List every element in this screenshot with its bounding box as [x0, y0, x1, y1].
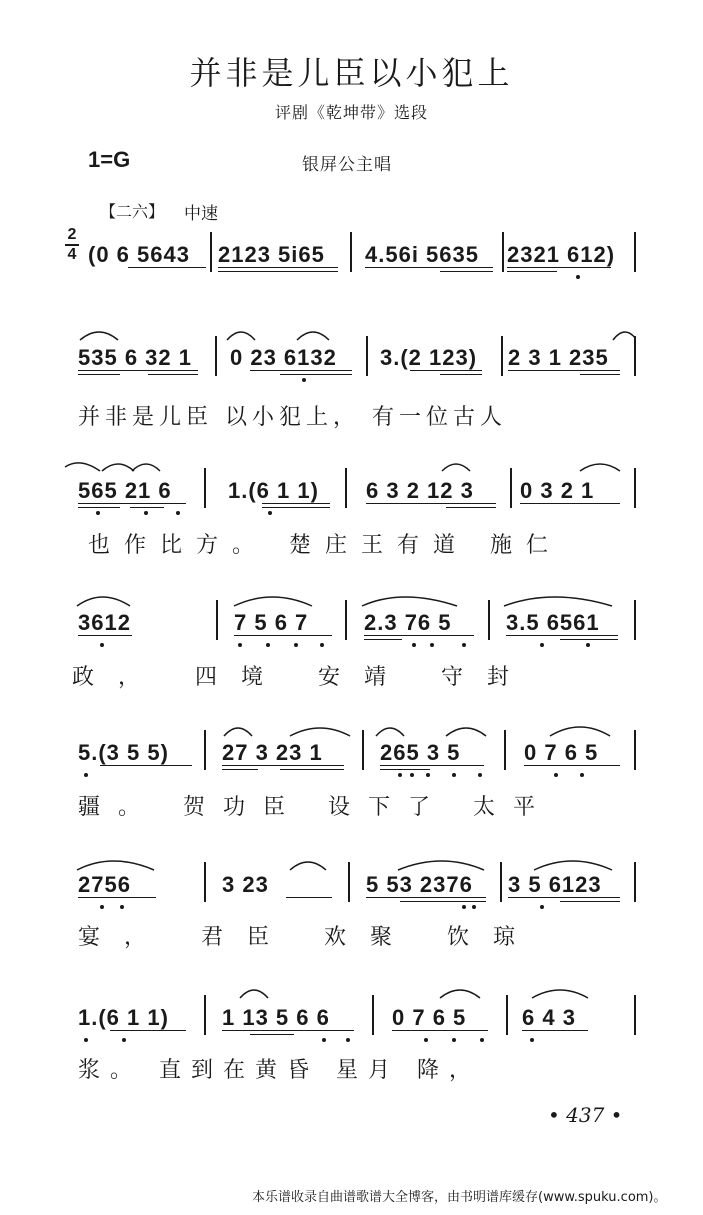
row-4-measure-4: 3.5 6561: [506, 610, 600, 635]
underline: [507, 267, 611, 268]
barline: [634, 336, 636, 376]
time-signature: [64, 226, 80, 264]
tempo-mark: 【二六】: [100, 202, 165, 221]
song-subtitle: 评剧《乾坤带》选段: [274, 103, 428, 122]
row-5-lyrics: 疆。 贺功臣 设下了 太平: [78, 795, 553, 820]
row-1-measure-4: 2321 612): [507, 242, 616, 267]
row-6-measure-3: 5 53 2376: [366, 872, 473, 897]
octave-dot: [302, 378, 306, 382]
underline: [78, 374, 120, 375]
octave-dot: [322, 1038, 326, 1042]
barline: [488, 600, 490, 640]
slur-marks: [60, 455, 640, 477]
underline: [508, 897, 620, 898]
row-5-measure-4: 0 7 6 5: [524, 740, 599, 765]
underline: [250, 370, 352, 371]
barline: [362, 730, 364, 770]
row-7-lyrics: 浆。 直到在黄昏 星月 降，: [78, 1058, 481, 1083]
octave-dot: [580, 773, 584, 777]
octave-dot: [480, 1038, 484, 1042]
underline: [380, 765, 484, 766]
barline: [215, 336, 217, 376]
barline: [350, 232, 352, 272]
row-1-measure-2: 2123 5i65: [218, 242, 325, 267]
barline: [634, 600, 636, 640]
underline: [506, 635, 618, 636]
octave-dot: [100, 905, 104, 909]
underline: [520, 503, 620, 504]
octave-dot: [320, 643, 324, 647]
barline: [204, 468, 206, 508]
page-number: • 437 •: [548, 1103, 623, 1127]
octave-dot: [120, 905, 124, 909]
underline: [262, 507, 330, 508]
octave-dot: [144, 511, 148, 515]
slur-marks: [210, 718, 630, 740]
row-2-measure-1: 535 6 32 1: [78, 345, 192, 370]
row-5-measure-2: 27 3 23 1: [222, 740, 323, 765]
octave-dot: [540, 905, 544, 909]
octave-dot: [412, 643, 416, 647]
row-2-measure-4: 2 3 1 235: [508, 345, 609, 370]
octave-dot: [268, 511, 272, 515]
underline: [446, 507, 496, 508]
row-2-measure-3: 3.(2 123): [380, 345, 478, 370]
row-5-measure-3: 265 3 5: [380, 740, 461, 765]
octave-dot: [462, 643, 466, 647]
row-3-measure-4: 0 3 2 1: [520, 478, 595, 503]
barline: [204, 730, 206, 770]
slur-marks: [75, 322, 635, 344]
row-1-measure-3: 4.56i 5635: [365, 242, 479, 267]
underline: [507, 271, 557, 272]
song-title: 并非是儿臣以小犯上: [189, 54, 514, 92]
underline: [222, 765, 344, 766]
octave-dot: [452, 1038, 456, 1042]
octave-dot: [84, 773, 88, 777]
row-2-lyrics: 并非是儿臣 以小犯上， 有一位古人: [78, 405, 507, 430]
underline: [560, 639, 618, 640]
underline: [522, 1030, 588, 1031]
underline: [78, 897, 156, 898]
octave-dot: [346, 1038, 350, 1042]
tempo-word: 中速: [184, 204, 218, 224]
barline: [348, 862, 350, 902]
barline: [501, 336, 503, 376]
row-6-measure-1: 2756: [78, 872, 131, 897]
octave-dot: [540, 643, 544, 647]
underline: [130, 507, 164, 508]
octave-dot: [410, 773, 414, 777]
barline: [216, 600, 218, 640]
barline: [204, 995, 206, 1035]
key-signature: 1=G: [88, 147, 131, 172]
underline: [364, 639, 402, 640]
barline: [510, 468, 512, 508]
octave-dot: [452, 773, 456, 777]
underline: [366, 897, 486, 898]
underline: [400, 901, 486, 902]
octave-dot: [266, 643, 270, 647]
time-signature-bottom: 4: [67, 246, 77, 263]
row-4-measure-2: 7 5 6 7: [234, 610, 309, 635]
underline: [262, 503, 330, 504]
underline: [128, 267, 206, 268]
underline: [222, 769, 258, 770]
octave-dot: [84, 1038, 88, 1042]
underline: [250, 1034, 294, 1035]
underline: [380, 769, 430, 770]
slur-marks: [220, 980, 620, 1002]
octave-dot: [478, 773, 482, 777]
row-3-measure-3: 6 3 2 12 3: [366, 478, 474, 503]
slur-marks: [72, 852, 632, 874]
underline: [286, 897, 332, 898]
underline: [78, 507, 120, 508]
row-7-measure-1: 1.(6 1 1): [78, 1005, 169, 1030]
row-7-measure-2: 1 13 5 6 6: [222, 1005, 330, 1030]
octave-dot: [586, 643, 590, 647]
underline: [78, 635, 132, 636]
row-3-measure-1: 565 21 6: [78, 478, 172, 503]
underline: [78, 370, 198, 371]
octave-dot: [176, 511, 180, 515]
underline: [218, 271, 338, 272]
underline: [364, 635, 474, 636]
row-1-measure-1: (0 6 5643: [88, 242, 190, 267]
row-4-lyrics: 政， 四境 安靖 守封: [72, 665, 533, 690]
underline: [366, 503, 496, 504]
underline: [560, 901, 620, 902]
underline: [440, 271, 493, 272]
octave-dot: [122, 1038, 126, 1042]
underline: [365, 267, 493, 268]
octave-dot: [294, 643, 298, 647]
row-3-measure-2: 1.(6 1 1): [228, 478, 319, 503]
underline: [110, 1030, 186, 1031]
octave-dot: [472, 905, 476, 909]
octave-dot: [426, 773, 430, 777]
barline: [366, 336, 368, 376]
barline: [634, 995, 636, 1035]
underline: [78, 503, 186, 504]
row-3-lyrics: 也作比方。 楚庄王有道 施仁: [88, 533, 562, 558]
underline: [580, 374, 620, 375]
underline: [280, 374, 352, 375]
octave-dot: [100, 643, 104, 647]
source-footer: 本乐谱收录自曲谱歌谱大全博客，由书明谱库缓存(www.spuku.com)。: [252, 1190, 667, 1205]
octave-dot: [576, 275, 580, 279]
underline: [148, 374, 198, 375]
octave-dot: [430, 643, 434, 647]
barline: [210, 232, 212, 272]
row-6-measure-4: 3 5 6123: [508, 872, 602, 897]
row-2-measure-2: 0 23 6132: [230, 345, 337, 370]
row-6-lyrics: 宴， 君臣 欢聚 饮琼: [78, 925, 539, 950]
underline: [392, 1030, 488, 1031]
octave-dot: [554, 773, 558, 777]
barline: [502, 232, 504, 272]
row-7-measure-3: 0 7 6 5: [392, 1005, 467, 1030]
row-4-measure-1: 3612: [78, 610, 131, 635]
barline: [345, 600, 347, 640]
barline: [500, 862, 502, 902]
barline: [345, 468, 347, 508]
underline: [280, 769, 344, 770]
underline: [440, 374, 482, 375]
barline: [372, 995, 374, 1035]
underline: [508, 370, 620, 371]
barline: [506, 995, 508, 1035]
time-signature-top: 2: [67, 226, 77, 243]
singer-credit: 银屏公主唱: [302, 155, 392, 175]
underline: [222, 1030, 354, 1031]
barline: [204, 862, 206, 902]
row-5-measure-1: 5.(3 5 5): [78, 740, 169, 765]
row-7-measure-4: 6 4 3: [522, 1005, 576, 1030]
octave-dot: [96, 511, 100, 515]
row-4-measure-3: 2.3 76 5: [364, 610, 452, 635]
row-6-measure-2: 3 23: [222, 872, 269, 897]
barline: [634, 862, 636, 902]
barline: [634, 232, 636, 272]
underline: [410, 370, 482, 371]
octave-dot: [398, 773, 402, 777]
underline: [234, 635, 332, 636]
underline: [524, 765, 620, 766]
underline: [218, 267, 338, 268]
octave-dot: [238, 643, 242, 647]
underline: [100, 765, 192, 766]
barline: [634, 730, 636, 770]
octave-dot: [530, 1038, 534, 1042]
octave-dot: [424, 1038, 428, 1042]
slur-marks: [72, 588, 632, 610]
octave-dot: [462, 905, 466, 909]
barline: [504, 730, 506, 770]
barline: [634, 468, 636, 508]
